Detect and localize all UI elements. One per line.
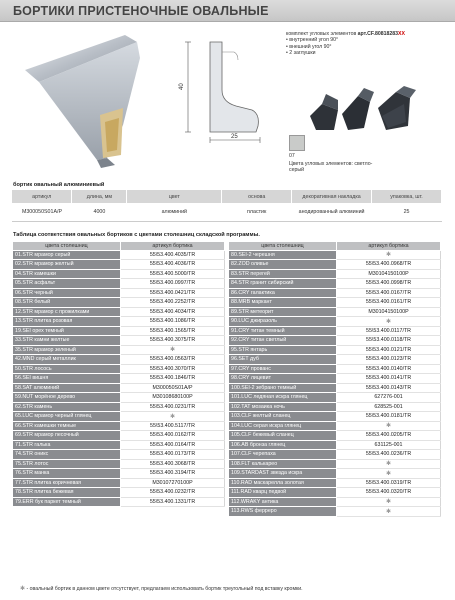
countertop-color-cell: 107.CLF черепаха xyxy=(229,450,337,460)
table-row xyxy=(13,402,441,412)
countertop-color-cell: 71.STR галька xyxy=(13,440,121,450)
countertop-color-cell: 96.SET дуб xyxy=(229,355,337,365)
countertop-color-cell: 104.LUC серая искра глянец xyxy=(229,421,337,431)
countertop-color-cell: 13.STR плитка розовая xyxy=(13,317,121,327)
spec-header-cell: длина, мм xyxy=(72,190,127,203)
countertop-color-cell: 91.CRY титан темный xyxy=(229,326,337,336)
table-row xyxy=(13,412,441,422)
countertop-color-cell: 100.SEI-2 зебрано темный xyxy=(229,383,337,393)
countertop-color-cell: 59.NUT морёное дерево xyxy=(13,393,121,403)
edge-article-cell: 55\53.400.1331/TR xyxy=(121,497,225,507)
footnote xyxy=(20,585,303,592)
swatch-number: 07 xyxy=(289,153,295,159)
edge-article-cell: 55\53.400.4034/TR xyxy=(121,307,225,317)
page-header xyxy=(0,0,455,22)
countertop-color-cell: 19.SEI орех темный xyxy=(13,326,121,336)
countertop-color-cell: 66.STR камешки темные xyxy=(13,421,121,431)
countertop-color-cell: 01.STR мрамор серый xyxy=(13,250,121,260)
edge-article-cell: 55\53.400.0161/TR xyxy=(337,298,441,308)
kit-item: • внешний угол 90° xyxy=(286,44,405,50)
countertop-color-cell: 50.STR лосось xyxy=(13,364,121,374)
edge-article-cell: M30108680100P xyxy=(121,393,225,403)
spec-cell: анодированный алюминий xyxy=(292,203,372,221)
table-row xyxy=(13,507,441,517)
edge-article-cell: M30104150100P xyxy=(337,269,441,279)
corner-elements-image xyxy=(308,86,418,134)
countertop-color-cell: 79.ERR бук паркет темный xyxy=(13,497,121,507)
edge-article-cell: M300050S01A/P xyxy=(121,383,225,393)
table-header-cell: цвета столешниц xyxy=(229,242,337,251)
spec-header-cell: упаковка, шт. xyxy=(372,190,442,203)
spec-row xyxy=(12,203,442,221)
countertop-color-cell: 05.STR асфальт xyxy=(13,279,121,289)
countertop-color-cell: 78.STR плитка бежевая xyxy=(13,488,121,498)
edge-article-cell: 55\53.400.0319/TR xyxy=(337,478,441,488)
edge-article-cell: 55\53.400.5117/TR xyxy=(121,421,225,431)
page-title: БОРТИКИ ПРИСТЕНОЧНЫЕ ОВАЛЬНЫЕ xyxy=(13,4,269,18)
table-row xyxy=(13,431,441,441)
countertop-color-cell: 109.STARDAST звезда искра xyxy=(229,469,337,479)
edge-article-cell: M30104150100P xyxy=(337,307,441,317)
edge-article-cell: 628525-001 xyxy=(337,402,441,412)
edge-article-cell: 55\53.400.0121/TR xyxy=(337,345,441,355)
table-header-cell: цвета столешниц xyxy=(13,242,121,251)
star-icon: ✱ xyxy=(337,459,441,469)
table-row xyxy=(13,497,441,507)
countertop-color-cell: 103.CLF желтый сланец xyxy=(229,412,337,422)
table-title: Таблица соответствия овальных бортиков с цветами столешниц складской программы. xyxy=(13,232,260,238)
spec-cell: алюминий xyxy=(127,203,222,221)
color-swatch xyxy=(289,135,305,151)
edge-article-cell: 55\53.400.0167/TR xyxy=(337,288,441,298)
countertop-color-cell: 90.LUC джиразоль xyxy=(229,317,337,327)
spec-table xyxy=(12,190,442,222)
table-row xyxy=(13,260,441,270)
edge-article-cell: 55\53.400.0141/TR xyxy=(337,374,441,384)
edge-article-cell: 631125-001 xyxy=(337,440,441,450)
countertop-color-cell: 105.CLF бежевый сланец xyxy=(229,431,337,441)
table-row xyxy=(13,326,441,336)
table-row xyxy=(13,307,441,317)
table-row xyxy=(13,393,441,403)
spec-header-cell: основа xyxy=(222,190,292,203)
countertop-color-cell: 82.ZOD оливье xyxy=(229,260,337,270)
countertop-color-cell: 84.STR гранит сибирский xyxy=(229,279,337,289)
countertop-color-cell: 92.CRY титан светлый xyxy=(229,336,337,346)
edge-article-cell: 55\53.400.3194/TR xyxy=(121,469,225,479)
spec-header-cell: декоративная накладка xyxy=(292,190,372,203)
table-header-cell: артикул бортика xyxy=(337,242,441,251)
edge-article-cell: 55\53.400.4036/TR xyxy=(121,260,225,270)
edge-article-cell: 55\53.400.0968/TR xyxy=(337,260,441,270)
countertop-color-cell: 42.MND серый металлик xyxy=(13,355,121,365)
spec-cell: M300050S01A/P xyxy=(12,203,72,221)
edge-article-cell: 55\53.400.0205/TR xyxy=(337,431,441,441)
countertop-color-cell: 89.STR метеорит xyxy=(229,307,337,317)
table-row xyxy=(13,421,441,431)
edge-article-cell: 55\53.400.0118/TR xyxy=(337,336,441,346)
countertop-color-cell: 98.CRY лицевит xyxy=(229,374,337,384)
table-row xyxy=(13,469,441,479)
countertop-color-cell: 83.STR перегей xyxy=(229,269,337,279)
star-icon: ✱ xyxy=(121,412,225,422)
dim-height-label: 40 xyxy=(179,83,185,90)
edge-article-cell: 55\53.400.0117/TR xyxy=(337,326,441,336)
spec-cell: 25 xyxy=(372,203,442,221)
edge-article-cell: 55\53.400.0421/TR xyxy=(121,288,225,298)
spec-header-row xyxy=(12,190,442,203)
table-row xyxy=(13,488,441,498)
correspondence-table xyxy=(12,241,441,517)
countertop-color-cell: 76.STR манка xyxy=(13,469,121,479)
countertop-color-cell: 04.STR камешки xyxy=(13,269,121,279)
countertop-color-cell: 97.CRY прованс xyxy=(229,364,337,374)
table-row xyxy=(13,364,441,374)
table-header-cell: артикул бортика xyxy=(121,242,225,251)
countertop-color-cell: 101.LUC ледяная искра глянец xyxy=(229,393,337,403)
table-header-row xyxy=(13,242,441,251)
countertop-color-cell: 69.STR мрамор песочный xyxy=(13,431,121,441)
countertop-color-cell: 102.TAT мозаика ночь xyxy=(229,402,337,412)
countertop-color-cell: 112.WRAKY антика xyxy=(229,497,337,507)
kit-items xyxy=(286,37,405,56)
profile-photo xyxy=(5,30,145,170)
edge-article-cell: 55\53.400.0164/TR xyxy=(121,440,225,450)
star-icon: ✱ xyxy=(337,469,441,479)
table-row xyxy=(13,298,441,308)
edge-article-cell: 55\53.400.1846/TR xyxy=(121,374,225,384)
table-row xyxy=(13,250,441,260)
star-icon: ✱ xyxy=(337,250,441,260)
table-row xyxy=(13,279,441,289)
swatch-caption: Цвета угловых элементов: светло-серый xyxy=(289,161,373,174)
star-icon: ✱ xyxy=(20,586,26,592)
table-row xyxy=(13,336,441,346)
countertop-color-cell: 113.RWS феррерo xyxy=(229,507,337,517)
dim-width-label: 25 xyxy=(231,134,238,140)
table-row xyxy=(13,288,441,298)
countertop-color-cell xyxy=(13,507,121,517)
edge-article-cell: 55\53.400.0140/TR xyxy=(337,364,441,374)
countertop-color-cell: 95.STR янтарь xyxy=(229,345,337,355)
edge-article-cell: 55\53.400.1565/TR xyxy=(121,326,225,336)
edge-article-cell: 55\53.400.1086/TR xyxy=(121,317,225,327)
edge-article-cell: 55\53.400.3075/TR xyxy=(121,336,225,346)
spec-cell: пластик xyxy=(222,203,292,221)
spec-header-cell: цвет xyxy=(127,190,222,203)
countertop-color-cell: 62.STR камень xyxy=(13,402,121,412)
kit-description xyxy=(286,31,405,56)
edge-article-cell xyxy=(121,507,225,517)
edge-article-cell: 55\53.400.0320/TR xyxy=(337,488,441,498)
edge-article-cell: 55\53.400.0998/TR xyxy=(337,279,441,289)
table-row xyxy=(13,374,441,384)
kit-heading: комплект угловых элементов арт.CF.80818283XX xyxy=(286,31,405,37)
table-row xyxy=(13,269,441,279)
edge-article-cell: 55\53.400.4035/TR xyxy=(121,250,225,260)
edge-article-cell: M30107270100P xyxy=(121,478,225,488)
countertop-color-cell: 35.STR мрамор зеленый xyxy=(13,345,121,355)
spec-header-cell: артикул xyxy=(12,190,72,203)
countertop-color-cell: 88.MRB маркант xyxy=(229,298,337,308)
countertop-color-cell: 02.STR мрамор желтый xyxy=(13,260,121,270)
edge-article-cell: 55\53.400.0232/TR xyxy=(121,488,225,498)
edge-article-cell: 55\53.400.0563/TR xyxy=(121,355,225,365)
edge-article-cell: 627276-001 xyxy=(337,393,441,403)
edge-article-cell: 55\53.400.0231/TR xyxy=(121,402,225,412)
edge-article-cell: 55\53.400.0181/TR xyxy=(337,412,441,422)
table-body xyxy=(13,250,441,516)
star-icon: ✱ xyxy=(337,507,441,517)
edge-article-cell: 55\53.400.0123/TR xyxy=(337,355,441,365)
countertop-color-cell: 77.STR плитка коричневая xyxy=(13,478,121,488)
countertop-color-cell: 86.CRY галактика xyxy=(229,288,337,298)
edge-article-cell: 55\53.400.0997/TR xyxy=(121,279,225,289)
kit-item: • 2 заглушки xyxy=(286,50,405,56)
countertop-color-cell: 58.SAT алюминий xyxy=(13,383,121,393)
edge-article-cell: 55\53.400.0162/TR xyxy=(121,431,225,441)
edge-article-cell: 55\53.400.2252/TR xyxy=(121,298,225,308)
table-row xyxy=(13,450,441,460)
countertop-color-cell: 75.STR лотос xyxy=(13,459,121,469)
profile-drawing xyxy=(180,30,270,160)
countertop-color-cell: 110.RAD маскарелла золотая xyxy=(229,478,337,488)
edge-article-cell: 55\53.400.0236/TR xyxy=(337,450,441,460)
edge-article-cell: 55\53.400.0143/TR xyxy=(337,383,441,393)
table-row xyxy=(13,355,441,365)
kit-item: • внутренний угол 90° xyxy=(286,37,405,43)
countertop-color-cell: 106.AB бронза глянец xyxy=(229,440,337,450)
countertop-color-cell: 111.RAD кварц педвой xyxy=(229,488,337,498)
countertop-color-cell: 80.SEI-2 черешня xyxy=(229,250,337,260)
spec-cell: 4000 xyxy=(72,203,127,221)
star-icon: ✱ xyxy=(337,497,441,507)
star-icon: ✱ xyxy=(121,345,225,355)
spec-title: бортик овальный алюминиевый xyxy=(13,182,105,188)
countertop-color-cell: 33.STR камни желтые xyxy=(13,336,121,346)
table-row xyxy=(13,345,441,355)
countertop-color-cell: 12.STR мрамор с прожилками xyxy=(13,307,121,317)
countertop-color-cell: 65.LUC мрамор черный глянец xyxy=(13,412,121,422)
star-icon: ✱ xyxy=(337,317,441,327)
table-row xyxy=(13,459,441,469)
edge-article-cell: 55\53.400.0173/TR xyxy=(121,450,225,460)
countertop-color-cell: 108.FLT калькарео xyxy=(229,459,337,469)
countertop-color-cell: 08.STR белый xyxy=(13,298,121,308)
countertop-color-cell: 06.STR черный xyxy=(13,288,121,298)
edge-article-cell: 55\53.400.5000/TR xyxy=(121,269,225,279)
countertop-color-cell: 56.SEI вишня xyxy=(13,374,121,384)
countertop-color-cell: 74.STR оникс xyxy=(13,450,121,460)
table-row xyxy=(13,440,441,450)
table-row xyxy=(13,383,441,393)
edge-article-cell: 55\53.400.3070/TR xyxy=(121,364,225,374)
edge-article-cell: 55\53.400.3068/TR xyxy=(121,459,225,469)
footnote-text: - овальный бортик в данном цвете отсутствует, предлагаем использовать бортик треугольный под вставку кромки. xyxy=(26,586,303,592)
star-icon: ✱ xyxy=(337,421,441,431)
table-row xyxy=(13,317,441,327)
table-row xyxy=(13,478,441,488)
